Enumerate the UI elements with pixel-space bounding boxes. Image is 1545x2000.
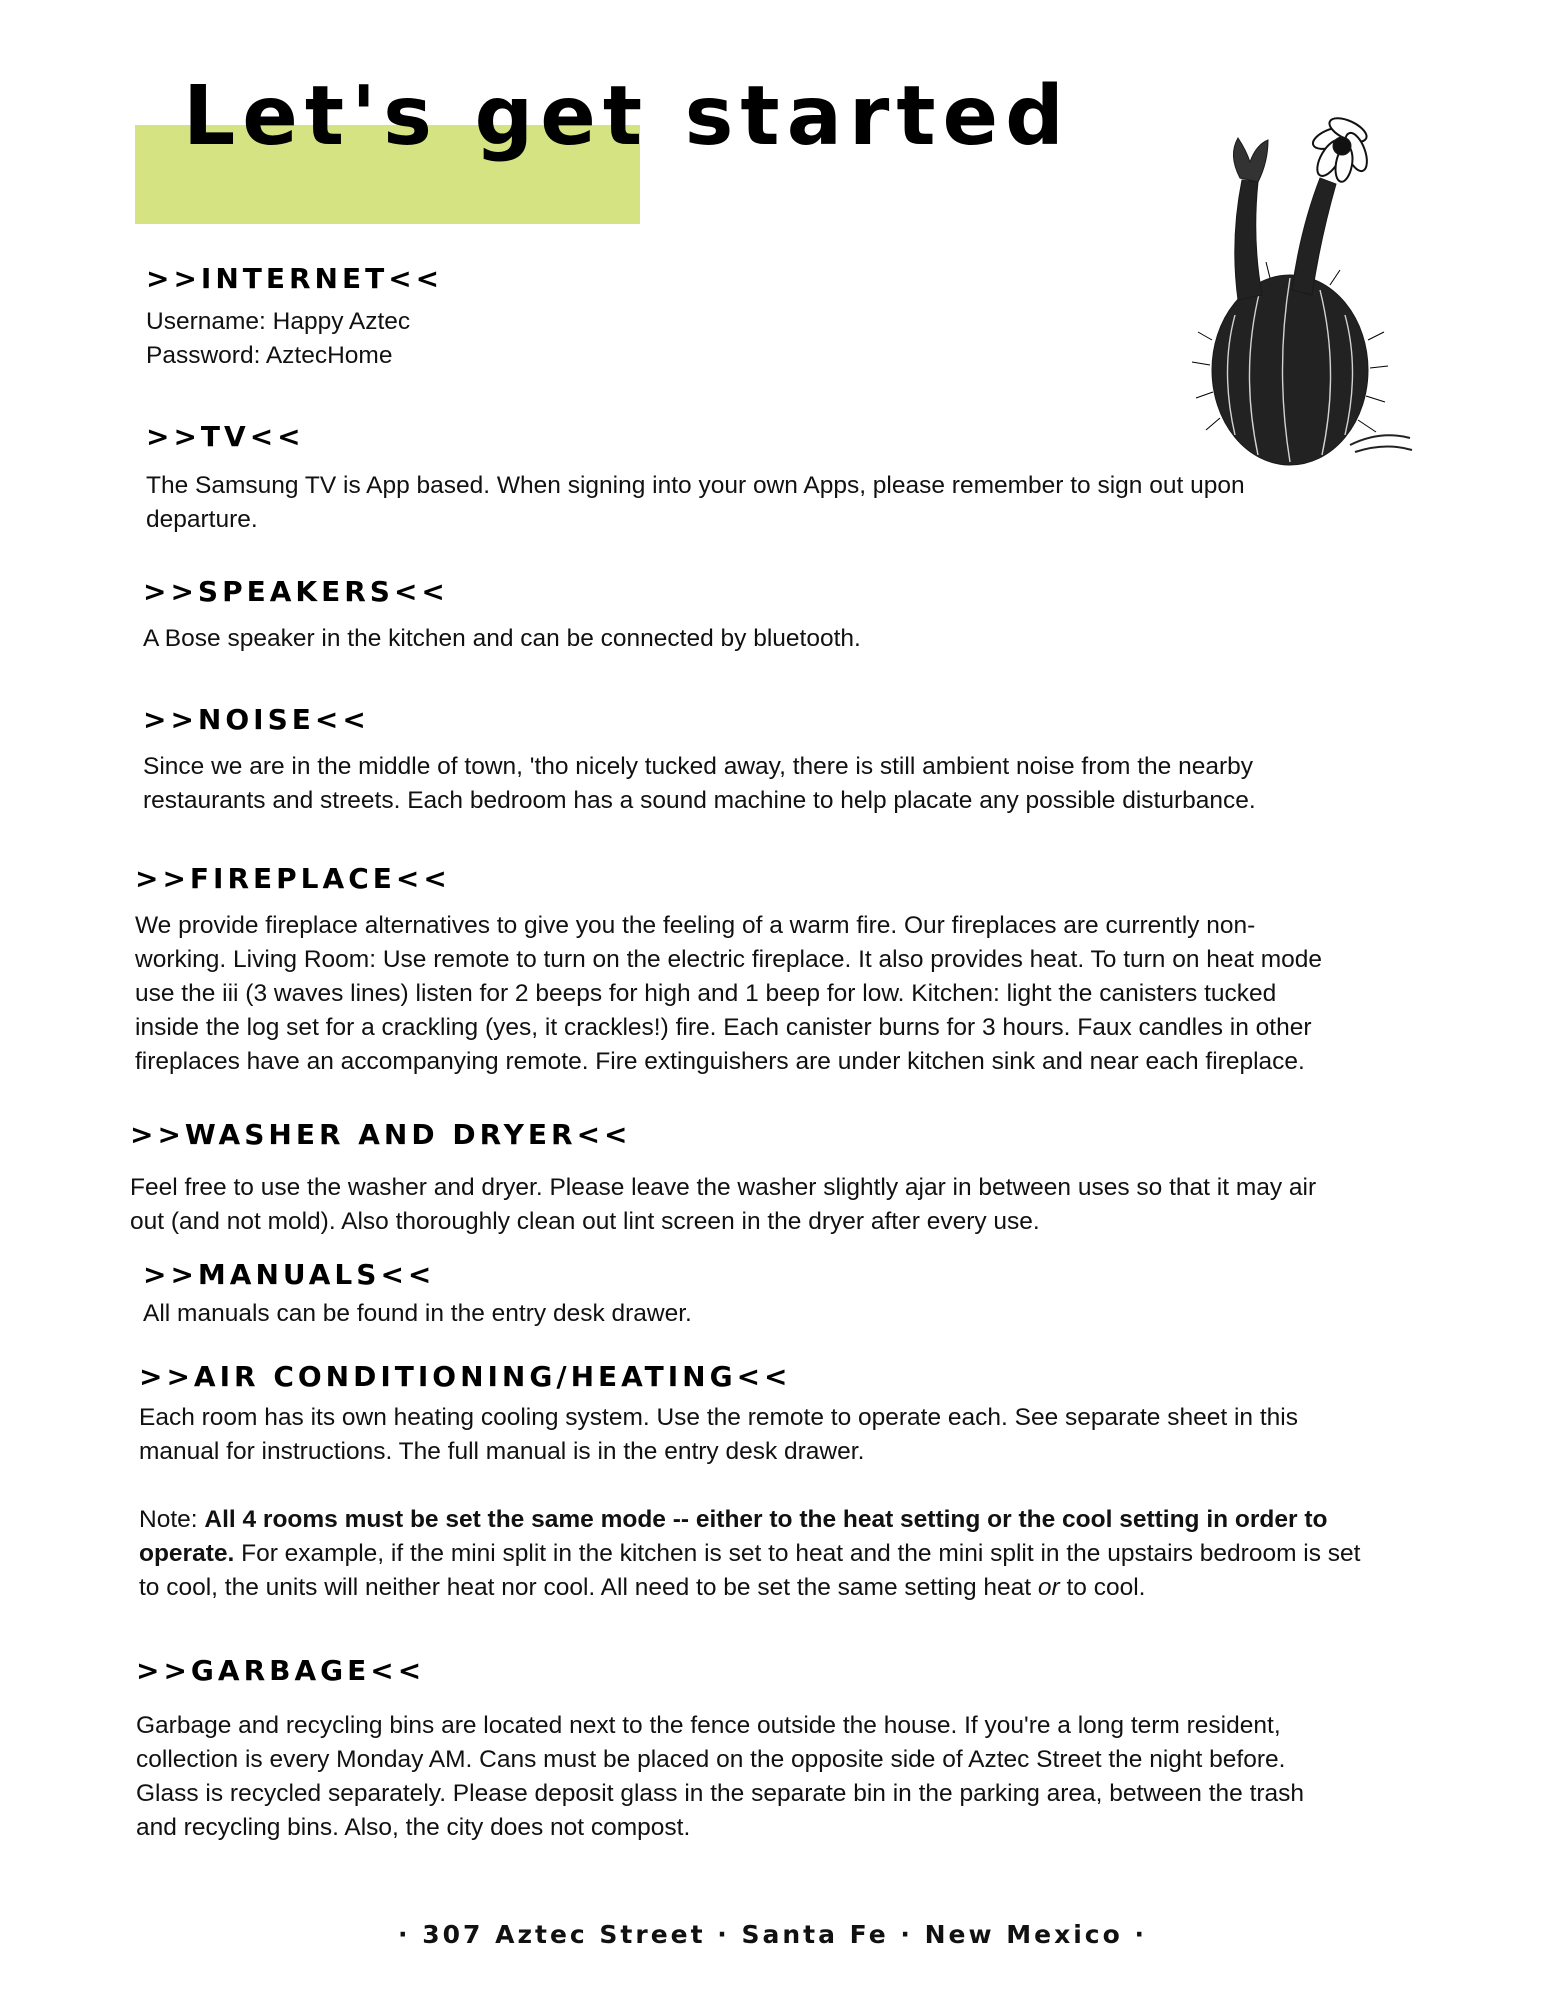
washer-dryer-heading: >>WASHER AND DRYER<< <box>130 1118 632 1151</box>
ac-heating-note <box>139 1503 1364 1605</box>
tv-section <box>146 420 1306 537</box>
fireplace-text: We provide fireplace alternatives to give you the feeling of a warm fire. Our fireplaces are currently non-working. Living Room: Use remote to turn on the electric fireplace. It also provides heat. To turn on heat mode use the iii (3 waves lines) listen for 2 beeps for high and 1 beep for low. Kitchen: light the canisters tucked inside the log set for a crackling (yes, it crackles!) fire. Each canister burns for 3 hours. Faux candles in other fireplaces have an accompanying remote. Fire extinguishers are under kitchen sink and near each fireplace. <box>135 912 1323 1075</box>
tv-heading: >>TV<< <box>146 420 305 453</box>
note-text: For example, if the mini split in the kitchen is set to heat and the mini split in the upstairs bedroom is set to cool, the units will neither heat nor cool. All need to be set the same setting heat <box>139 1540 1361 1601</box>
garbage-heading: >>GARBAGE<< <box>136 1654 426 1687</box>
garbage-section <box>136 1654 1346 1845</box>
internet-section <box>146 262 443 373</box>
manuals-section <box>143 1258 1333 1331</box>
ac-heating-section <box>139 1360 1364 1605</box>
manuals-heading: >>MANUALS<< <box>143 1258 436 1291</box>
note-label: Note: <box>139 1506 205 1533</box>
note-bold-text: All 4 rooms must be set the same mode -- either to the heat setting or the cool setting in order to operate. <box>139 1506 1328 1567</box>
noise-heading: >>NOISE<< <box>143 703 370 736</box>
ac-heating-text: Each room has its own heating cooling system. Use the remote to operate each. See separate sheet in this manual for instructions. The full manual is in the entry desk drawer. <box>139 1404 1298 1465</box>
internet-password: Password: AztecHome <box>146 342 393 369</box>
fireplace-heading: >>FIREPLACE<< <box>135 862 451 895</box>
fireplace-section <box>135 862 1340 1079</box>
ac-heating-heading: >>AIR CONDITIONING/HEATING<< <box>139 1360 792 1393</box>
washer-dryer-section <box>130 1118 1355 1239</box>
manuals-text: All manuals can be found in the entry desk drawer. <box>143 1300 692 1327</box>
footer-address: · 307 Aztec Street · Santa Fe · New Mexico · <box>398 1920 1147 1949</box>
internet-credentials <box>146 305 443 373</box>
internet-username: Username: Happy Aztec <box>146 308 411 335</box>
noise-section <box>143 703 1333 818</box>
note-end-text: to cool. <box>1059 1574 1146 1601</box>
garbage-text: Garbage and recycling bins are located next to the fence outside the house. If you're a long term resident, collection is every Monday AM. Cans must be placed on the opposite side of Aztec Street the night before. Glass is recycled separately. Please deposit glass in the separate bin in the parking area, between the trash and recycling bins. Also, the city does not compost. <box>136 1712 1305 1841</box>
cactus-illustration-icon <box>1180 100 1420 470</box>
speakers-heading: >>SPEAKERS<< <box>143 575 449 608</box>
washer-dryer-text: Feel free to use the washer and dryer. Please leave the washer slightly ajar in between uses so that it may air out (and not mold). Also thoroughly clean out lint screen in the dryer after every use. <box>130 1174 1317 1235</box>
tv-text: The Samsung TV is App based. When signing into your own Apps, please remember to sign out upon departure. <box>146 472 1245 533</box>
note-italic-text: or <box>1037 1574 1060 1601</box>
page-title: Let's get started <box>183 69 1071 164</box>
noise-text: Since we are in the middle of town, 'tho nicely tucked away, there is still ambient noise from the nearby restaurants and streets. Each bedroom has a sound machine to help placate any possible disturbance. <box>143 753 1256 814</box>
speakers-section <box>143 575 1343 656</box>
internet-heading: >>INTERNET<< <box>146 262 444 295</box>
speakers-text: A Bose speaker in the kitchen and can be connected by bluetooth. <box>143 625 861 652</box>
